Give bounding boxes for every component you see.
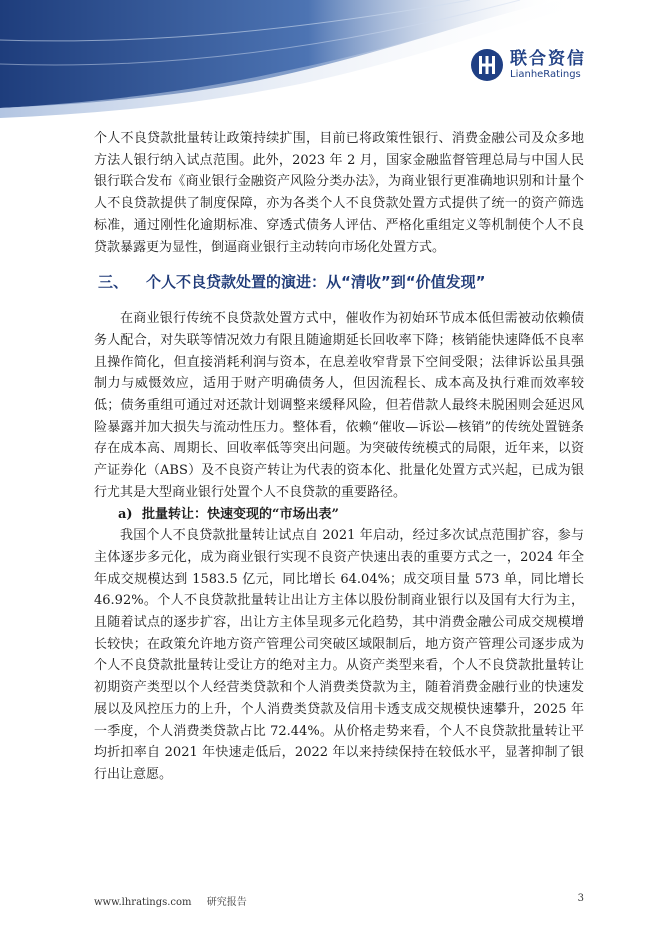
lianhe-logo-icon [470,48,504,82]
footer-report-type: 研究报告 [206,897,247,908]
footer-website-link[interactable]: www.lhratings.com [94,897,192,908]
section-heading [98,271,584,292]
section-paragraph: 在商业银行传统不良贷款处置方式中，催收作为初始环节成本低但需被动依赖债务人配合，对失联等情况效力有限且随逾期延长回收率下降；核销能快速降低不良率且操作简化，但直接消耗利润与资本，在息差收窄背景下空间受限；法律诉讼虽具强制力与威慑效应，适用于财产明确债务人，但因流程长、成本高及执行难而效率较低；债务重组可通过对还款计划调整来缓释风险，但若借款人最终未脱困则会延迟风险暴露并加大损失与流动性压力。整体看，依赖“催收—诉讼—核销”的传统处置链条存在成本高、周期长、回收率低等突出问题。为突破传统模式的局限，近年来，以资产证券化（ABS）及不良资产转让为代表的资本化、批量化处置方式兴起，已成为银行尤其是大型商业银行处置个人不良贷款的重要路径。 [94,311,584,500]
report-body [94,128,584,786]
subsection-number: a) [118,506,133,522]
subsection-heading [94,504,584,526]
company-logo [470,48,586,82]
logo-english-name: LianheRatings [510,68,581,80]
section-title: 个人不良贷款处置的演进：从“清收”到“价值发现” [146,273,486,292]
intro-paragraph: 个人不良贷款批量转让政策持续扩围，目前已将政策性银行、消费金融公司及众多地方法人银行纳入试点范围。此外，2023 年 2 月，国家金融监督管理总局与中国人民银行联合发布《商业银行金融资产风险分类办法》，为商业银行更准确地识别和计量个人不良贷款提供了制度保障，亦为各类个人不良贷款处置方式提供了统一的资产筛选标准，通过刚性化逾期标准、穿透式债务人评估、严格化重组定义等机制使个人不良贷款暴露更为显性，倒逼商业银行主动转向市场化处置方式。 [94,131,584,255]
page-footer [94,893,584,908]
page-number: 3 [577,893,584,904]
logo-chinese-name: 联合资信 [510,48,586,69]
header-banner [0,0,662,120]
subsection-paragraph: 我国个人不良贷款批量转让试点自 2021 年启动，经过多次试点范围扩容，参与主体逐步多元化，成为商业银行实现不良资产快速出表的重要方式之一，2024 年全年成交规模达到 1583.5 亿元，同比增长 64.04%；成交项目量 573 单，同比增长 46.92%。个人不良贷款批量转让出让方主体以股份制商业银行以及国有大行为主，且随着试点的逐步扩容，出让方主体呈现多元化趋势，其中消费金融公司成交规模增长较快；在政策允许地方资产管理公司突破区域限制后，地方资产管理公司逐步成为个人不良贷款批量转让受让方的绝对主力。从资产类型来看，个人不良贷款批量转让初期资产类型以个人经营类贷款和个人消费类贷款为主，随着消费金融行业的快速发展以及风控压力的上升，个人消费类贷款及信用卡透支成交规模快速攀升，2025 年一季度，个人消费类贷款占比 72.44%。从价格走势来看，个人不良贷款批量转让平均折扣率自 2021 年快速走低后，2022 年以来持续保持在较低水平，显著抑制了银行出让意愿。 [94,528,584,782]
section-number: 三、 [98,273,129,292]
subsection-title: 批量转让：快速变现的“市场出表” [142,506,339,522]
